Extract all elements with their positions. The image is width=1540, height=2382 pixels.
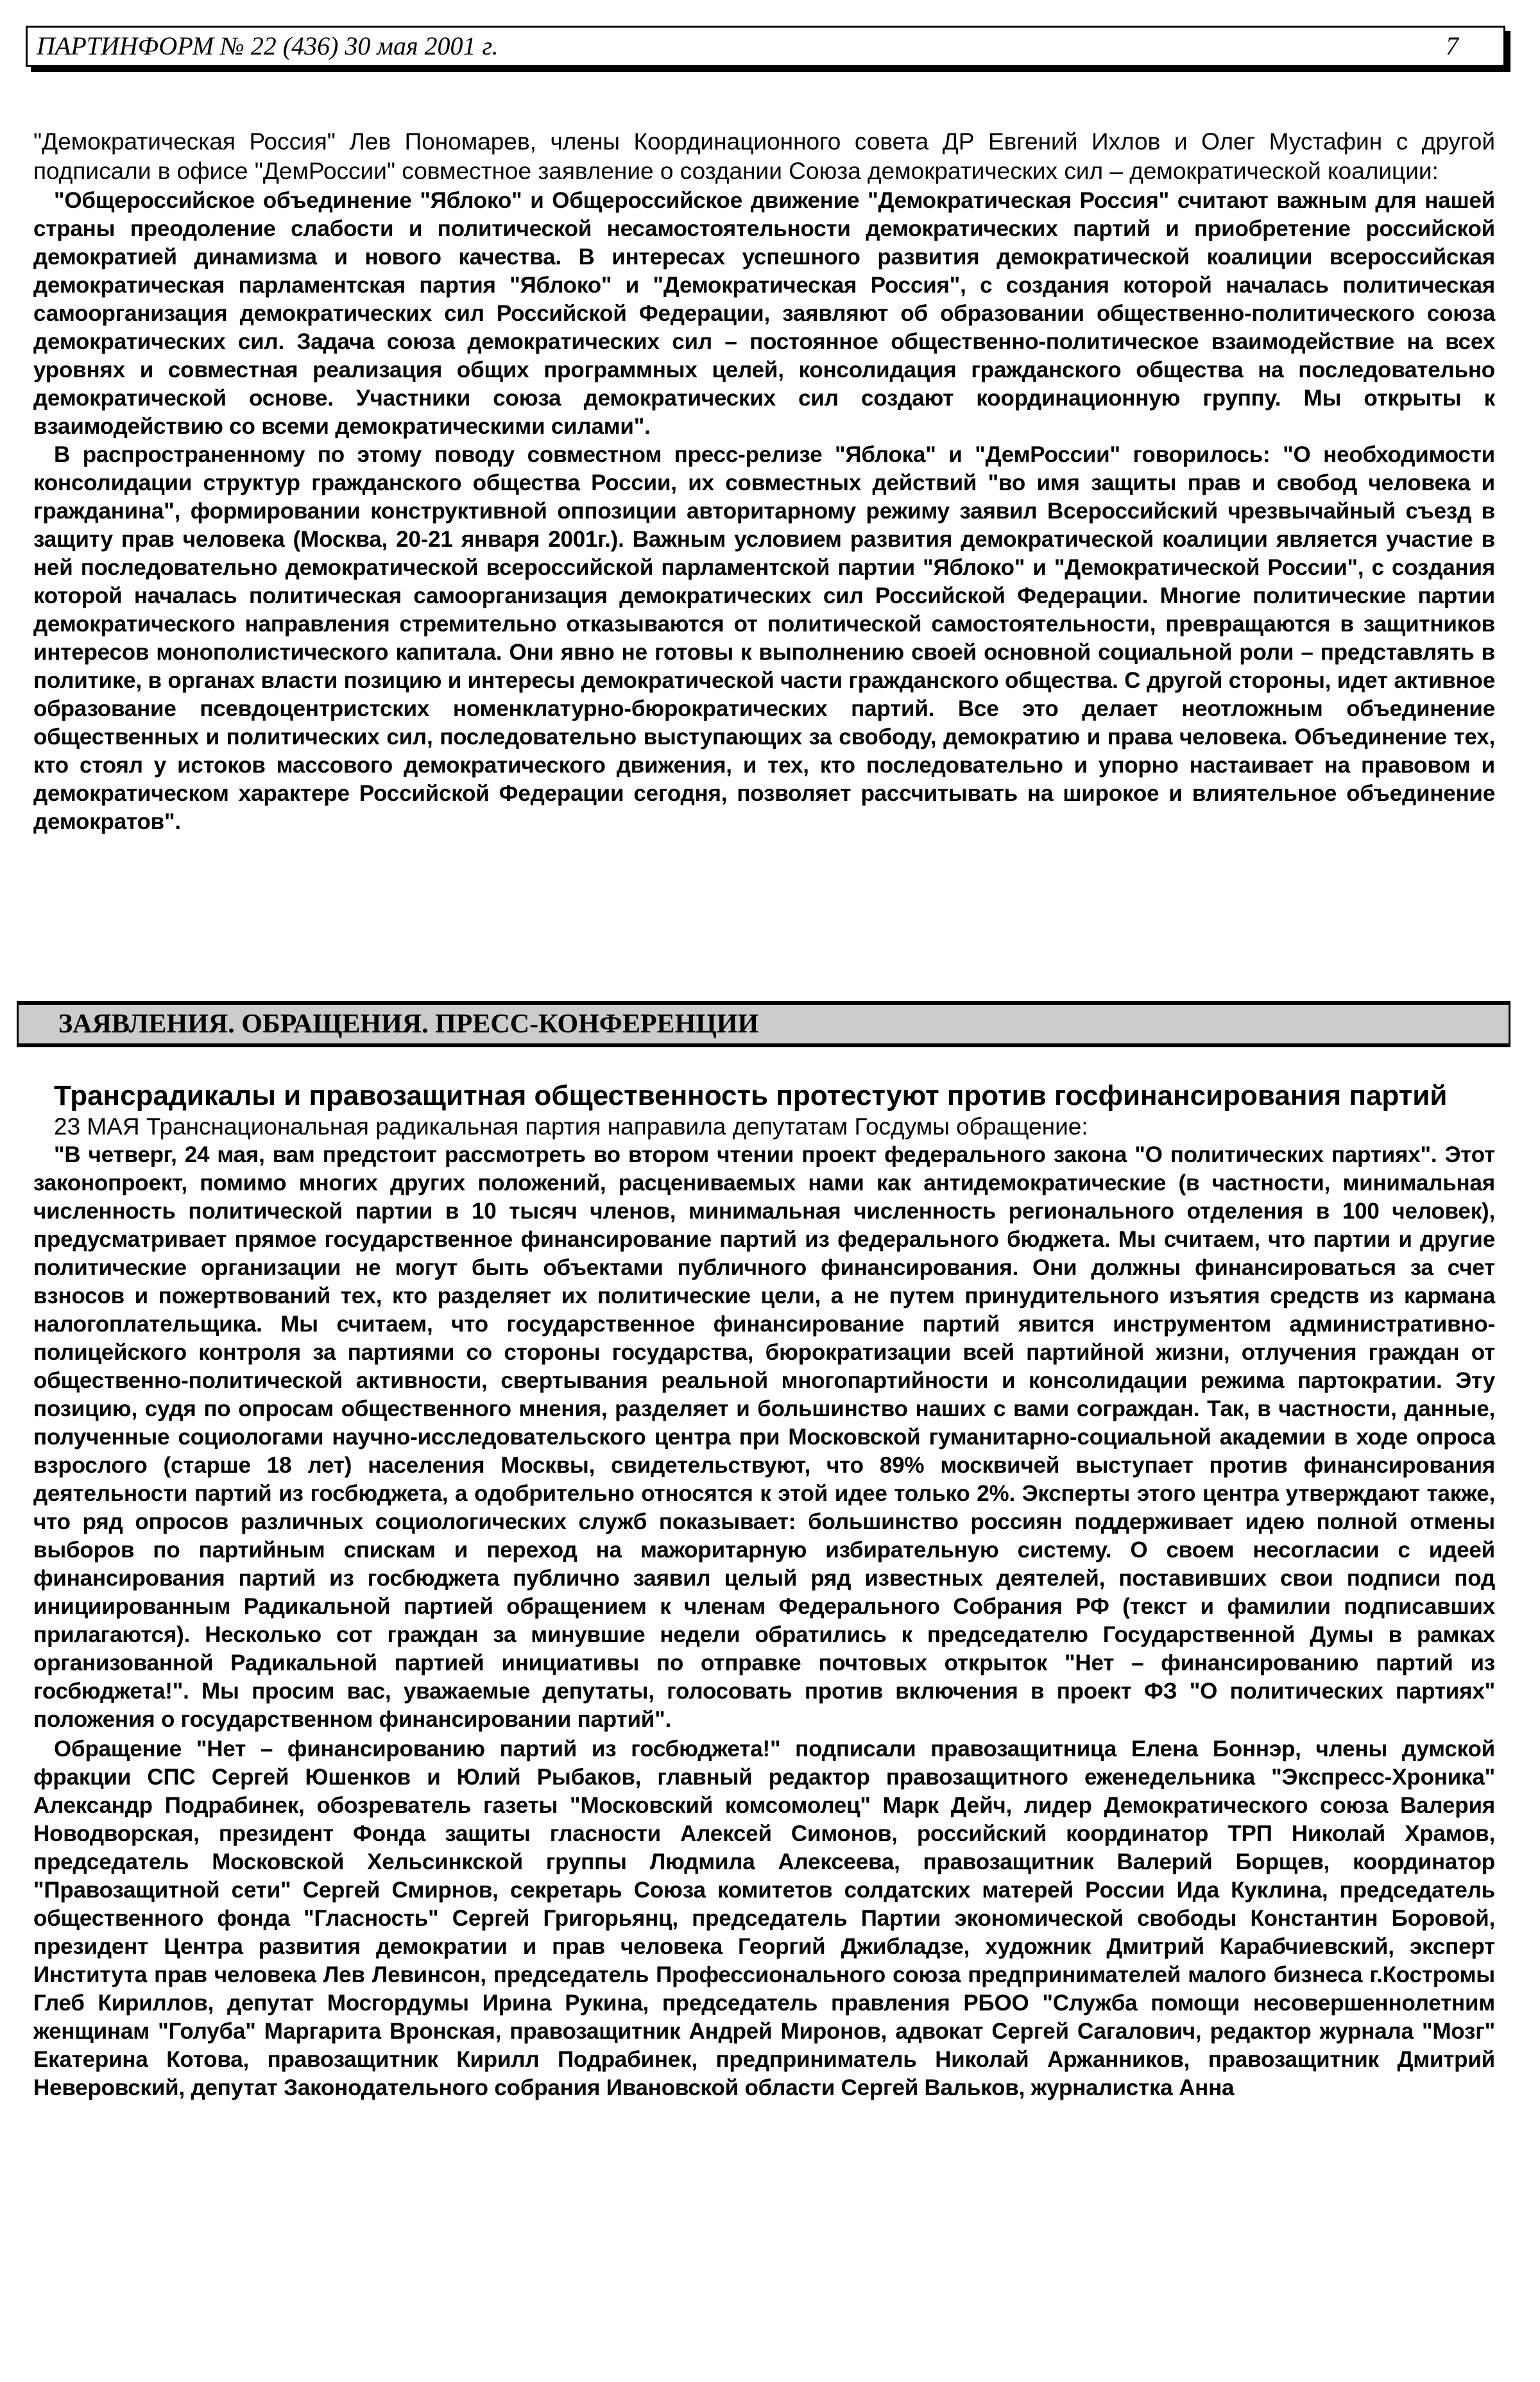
article: [33, 1079, 1495, 2102]
publication-title: ПАРТИНФОРМ № 22 (436) 30 мая 2001 г.: [37, 31, 499, 60]
top-article: [33, 127, 1495, 836]
joint-statement-paragraph: "Общероссийское объединение "Яблоко" и Общероссийское движение "Демократическая Россия" считают важным для нашей страны преодоление слабости и политической несамостоятельности демократических партий и приобретение российской демократией динамизма и нового качества. В интересах успешного развития демократической коалиции всероссийская демократическая парламентская партия "Яблоко" и "Демократическая Россия", с создания которой началась политическая самоорганизация демократических сил Российской Федерации, заявляют об образовании общественно-политического союза демократических сил. Задача союза демократических сил – постоянное общественно-политическое взаимодействие на всех уровнях и совместная реализация общих программных целей, консолидация гражданского общества на последовательно демократической основе. Участники союза демократических сил создают координационную группу. Мы открыты к взаимодействию со всеми демократическими силами".: [33, 188, 1495, 439]
page-header: [26, 26, 1505, 67]
signatories-paragraph: Обращение "Нет – финансированию партий из госбюджета!" подписали правозащитница Елена Боннэр, члены думской фракции СПС Сергей Юшенков и Юлий Рыбаков, главный редактор правозащитного еженедельника "Экспресс-Хроника" Александр Подрабинек, обозреватель газеты "Московский комсомолец" Марк Дейч, лидер Демократического союза Валерия Новодворская, президент Фонда защиты гласности Алексей Симонов, российский координатор ТРП Николай Храмов, председатель Московской Хельсинкской группы Людмила Алексеева, правозащитник Валерий Борщев, координатор "Правозащитной сети" Сергей Смирнов, секретарь Союза комитетов солдатских матерей России Ида Куклина, председатель общественного фонда "Гласность" Сергей Григорьянц, председатель Партии экономической свободы Константин Боровой, президент Центра развития демократии и прав человека Георгий Джибладзе, художник Дмитрий Карабчиевский, эксперт Института прав человека Лев Левинсон, председатель Профессионального союза предпринимателей малого бизнеса г.Костромы Глеб Кириллов, депутат Мосгордумы Ирина Рукина, председатель правления РБОО "Служба помощи несовершеннолетним женщинам "Голуба" Маргарита Вронская, правозащитник Андрей Миронов, адвокат Сергей Сагалович, редактор журнала "Мозг" Екатерина Котова, правозащитник Кирилл Подрабинек, предприниматель Николай Аржанников, правозащитник Дмитрий Неверовский, депутат Законодательного собрания Ивановской области Сергей Вальков, журналистка Анна: [33, 1736, 1495, 2100]
section-heading-text: ЗАЯВЛЕНИЯ. ОБРАЩЕНИЯ. ПРЕСС-КОНФЕРЕНЦИИ: [58, 1009, 759, 1039]
article-lead: 23 МАЯ Транснациональная радикальная партия направила депутатам Госдумы обращение:: [54, 1113, 1088, 1140]
appeal-paragraph: "В четверг, 24 мая, вам предстоит рассмотреть во втором чтении проект федерального закона "О политических партиях". Этот законопроект, помимо многих других положений, расцениваемых нами как антидемократические (в частности, минимальная численность политической партии в 10 тысяч членов, минимальная численность регионального отделения в 100 человек), предусматривает прямое государственное финансирование партий из федерального бюджета. Мы считаем, что партии и другие политические организации не могут быть объектами публичного финансирования. Они должны финансироваться за счет взносов и пожертвований тех, кто разделяет их политические цели, а не путем принудительного изъятия средств из кармана налогоплательщика. Мы считаем, что государственное финансирование партий явится инструментом административно-полицейского контроля за партиями со стороны государства, бюрократизации всей партийной жизни, отлучения граждан от общественно-политической активности, свертывания реальной многопартийности и консолидации режима партократии. Эту позицию, судя по опросам общественного мнения, разделяет и большинство наших с вами сограждан. Так, в частности, данные, полученные социологами научно-исследовательского центра при Московской гуманитарно-социальной академии в ходе опроса взрослого (старше 18 лет) населения Москвы, свидетельствуют, что 89% москвичей выступает против финансирования деятельности партий из госбюджета, а одобрительно относятся к этой идее только 2%. Эксперты этого центра утверждают также, что ряд опросов различных социологических служб показывает: большинство россиян поддерживает идею полной отмены выборов по партийным спискам и переход на мажоритарную избирательную систему. О своем несогласии с идеей финансирования партий из госбюджета публично заявил целый ряд известных деятелей, поставивших свои подписи под инициированным Радикальной партией обращением к членам Федерального Собрания РФ (текст и фамилии подписавших прилагаются). Несколько сот граждан за минувшие недели обратились к председателю Государственной Думы в рамках организованной Радикальной партией инициативы по отправке почтовых открыток "Нет – финансированию партий из госбюджета!". Мы просим вас, уважаемые депутаты, голосовать против включения в проект ФЗ "О политических партиях" положения о государственном финансировании партий".: [33, 1142, 1495, 1732]
article-title: Трансрадикалы и правозащитная общественность протестуют против госфинансирования партий: [54, 1080, 1448, 1111]
intro-paragraph: "Демократическая Россия" Лев Пономарев, члены Координационного совета ДР Евгений Ихлов и Олег Мустафин с другой подписали в офисе "ДемРоссии" совместное заявление о создании Союза демократических сил – демократической коалиции:: [33, 128, 1495, 184]
press-release-paragraph: В распространенному по этому поводу совместном пресс-релизе "Яблока" и "ДемРоссии" говорилось: "О необходимости консолидации структур гражданского общества России, их совместных действий "во имя защиты прав и свобод человека и гражданина", формировании конструктивной оппозиции авторитарному режиму заявил Всероссийский чрезвычайный съезд в защиту прав человека (Москва, 20-21 января 2001г.). Важным условием развития демократической коалиции является участие в ней последовательно демократической всероссийской парламентской партии "Яблоко" и "Демократической России", с создания которой началась политическая самоорганизация демократических сил Российской Федерации. Многие политические партии демократического направления стремительно отказываются от политической самостоятельности, превращаются в защитников интересов монополистического капитала. Они явно не готовы к выполнению своей основной социальной роли – представлять в политике, в органах власти позицию и интересы демократической части гражданского общества. С другой стороны, идет активное образование псевдоцентристских номенклатурно-бюрократических партий. Все это делает неотложным объединение общественных и политических сил, последовательно выступающих за свободу, демократию и права человека. Объединение тех, кто стоял у истоков массового демократического движения, и тех, кто последовательно и упорно настаивает на правовом и демократическом характере Российской Федерации сегодня, позволяет рассчитывать на широкое и влиятельное объединение демократов".: [33, 442, 1495, 834]
page-number: 7: [1446, 31, 1459, 60]
section-heading: [17, 1001, 1510, 1047]
